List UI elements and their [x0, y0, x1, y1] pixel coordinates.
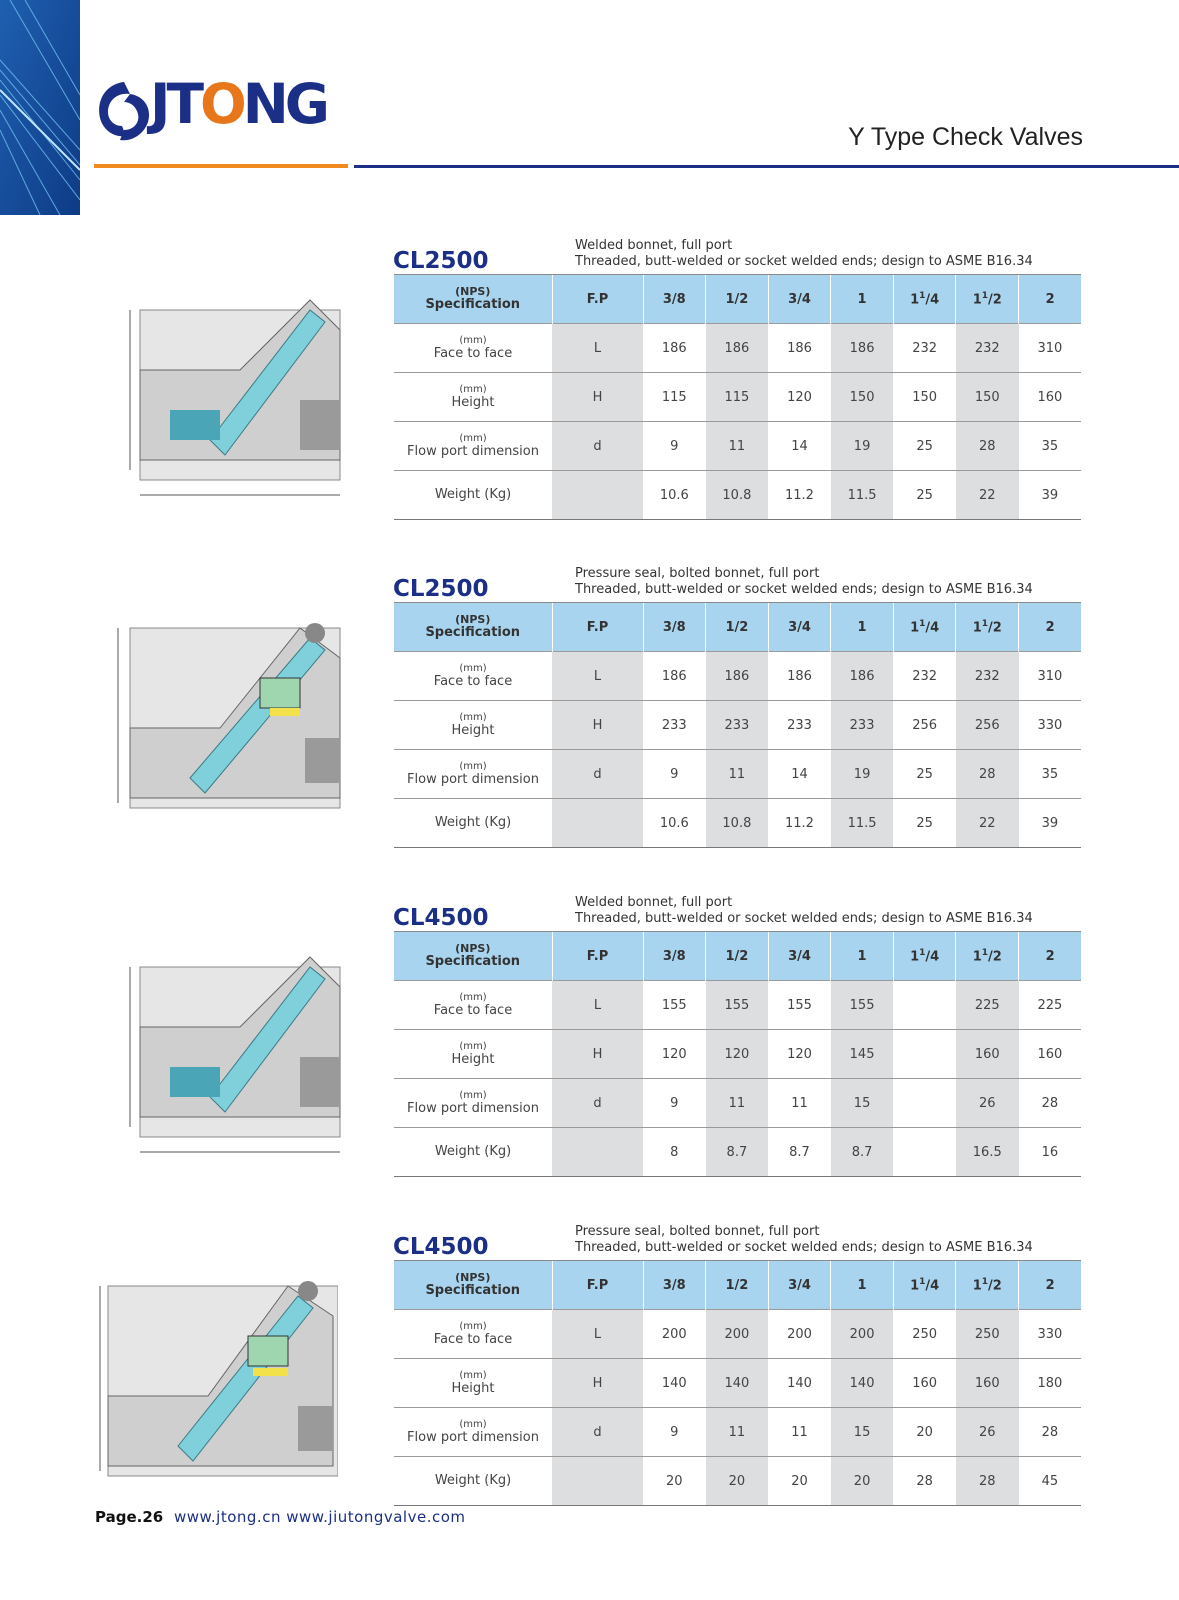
table-cell: 155 — [706, 981, 769, 1030]
table-row — [394, 1030, 1081, 1079]
class-title: CL4500 — [393, 1234, 489, 1260]
table-cell: 3/4 — [768, 1261, 831, 1310]
table-cell — [394, 750, 552, 799]
text-line: Flow port dimension — [407, 771, 539, 787]
table-cell: H — [552, 373, 643, 422]
table-cell: 186 — [831, 324, 894, 373]
table-cell — [552, 1128, 643, 1177]
header-rule — [354, 165, 1179, 168]
table-cell: 25 — [893, 750, 956, 799]
table-cell: d — [552, 750, 643, 799]
table-cell: 9 — [643, 1079, 706, 1128]
table-cell: 9 — [643, 422, 706, 471]
table-cell: 186 — [643, 324, 706, 373]
text-line: (mm) — [459, 711, 487, 723]
table-cell: 2 — [1019, 932, 1082, 981]
table-cell: $1^1/4$ — [893, 932, 956, 981]
table-cell — [893, 1030, 956, 1079]
text-line: Flow port dimension — [407, 1429, 539, 1445]
text-line: Threaded, butt-welded or socket welded ends; design to ASME B16.34 — [575, 254, 1033, 269]
table-cell — [394, 1030, 552, 1079]
table-cell — [394, 981, 552, 1030]
valve-drawing — [110, 917, 350, 1157]
class-title: CL2500 — [393, 248, 489, 274]
text-line: Face to face — [433, 1331, 513, 1347]
section-description — [575, 1224, 1033, 1256]
text-line: Weight (Kg) — [434, 487, 512, 502]
table-cell — [893, 1079, 956, 1128]
table-cell: 20 — [893, 1408, 956, 1457]
table-cell: 233 — [831, 701, 894, 750]
table-cell: 155 — [831, 981, 894, 1030]
table-cell: 256 — [956, 701, 1019, 750]
table-cell — [394, 652, 552, 701]
text-line: (mm) — [459, 383, 487, 395]
table-cell: d — [552, 1079, 643, 1128]
text-line: Height — [451, 1380, 495, 1396]
table-cell: L — [552, 1310, 643, 1359]
table-cell: 11 — [706, 1079, 769, 1128]
brand-name: JTONG — [150, 72, 326, 136]
text-line: (NPS) — [455, 942, 491, 955]
table-cell: $1^1/2$ — [956, 275, 1019, 324]
table-row — [394, 652, 1081, 701]
text-line: (NPS) — [455, 613, 491, 626]
table-cell: 19 — [831, 422, 894, 471]
table-cell: L — [552, 324, 643, 373]
table-cell: 35 — [1019, 750, 1082, 799]
table-cell — [394, 1261, 552, 1310]
table-cell: 35 — [1019, 422, 1082, 471]
text-line: Threaded, butt-welded or socket welded ends; design to ASME B16.34 — [575, 911, 1033, 926]
table-cell: 186 — [831, 652, 894, 701]
table-header-row — [394, 1261, 1081, 1310]
table-cell: 1 — [831, 275, 894, 324]
table-cell: F.P — [552, 603, 643, 652]
table-cell: 28 — [956, 1457, 1019, 1506]
text-line: Pressure seal, bolted bonnet, full port — [575, 1224, 820, 1239]
table-row — [394, 373, 1081, 422]
table-cell: 233 — [706, 701, 769, 750]
table-cell: 3/4 — [768, 603, 831, 652]
table-cell: 200 — [643, 1310, 706, 1359]
text-line: Threaded, butt-welded or socket welded ends; design to ASME B16.34 — [575, 1240, 1033, 1255]
table-cell: 25 — [893, 799, 956, 848]
table-cell: 20 — [706, 1457, 769, 1506]
table-cell: $1^1/2$ — [956, 932, 1019, 981]
table-cell: F.P — [552, 275, 643, 324]
table-cell — [394, 324, 552, 373]
table-cell — [394, 603, 552, 652]
table-cell: 9 — [643, 750, 706, 799]
table-cell: 8.7 — [831, 1128, 894, 1177]
table-cell — [394, 1359, 552, 1408]
table-cell: 232 — [893, 324, 956, 373]
text-line: Specification — [425, 954, 521, 969]
table-cell: 140 — [643, 1359, 706, 1408]
table-row — [394, 1408, 1081, 1457]
table-cell: 11.2 — [768, 799, 831, 848]
table-cell: 140 — [706, 1359, 769, 1408]
section-description — [575, 238, 1033, 270]
table-cell: $1^1/4$ — [893, 1261, 956, 1310]
section-cl4500-welded — [0, 887, 1179, 1177]
spec-table — [394, 1260, 1081, 1506]
table-cell: 310 — [1019, 324, 1082, 373]
table-cell: L — [552, 652, 643, 701]
text-line: (mm) — [459, 1418, 487, 1430]
text-line: Specification — [425, 1283, 521, 1298]
table-cell: 3/8 — [643, 603, 706, 652]
text-line: Specification — [425, 625, 521, 640]
table-cell: 2 — [1019, 603, 1082, 652]
table-cell: 39 — [1019, 471, 1082, 520]
table-cell: 8 — [643, 1128, 706, 1177]
table-cell: 9 — [643, 1408, 706, 1457]
table-cell — [394, 1128, 552, 1177]
text-line: Height — [451, 394, 495, 410]
table-cell: 180 — [1019, 1359, 1082, 1408]
table-cell: 330 — [1019, 1310, 1082, 1359]
table-row — [394, 750, 1081, 799]
text-line: Face to face — [433, 673, 513, 689]
table-cell: d — [552, 422, 643, 471]
table-cell: 115 — [643, 373, 706, 422]
table-cell — [394, 1457, 552, 1506]
table-cell: 11.2 — [768, 471, 831, 520]
table-cell: 2 — [1019, 1261, 1082, 1310]
table-row — [394, 1310, 1081, 1359]
text-line: Flow port dimension — [407, 1100, 539, 1116]
spec-table — [394, 274, 1081, 520]
table-cell: 330 — [1019, 701, 1082, 750]
table-cell: 160 — [956, 1030, 1019, 1079]
table-cell: 120 — [706, 1030, 769, 1079]
table-cell — [394, 373, 552, 422]
table-cell: 16.5 — [956, 1128, 1019, 1177]
table-cell: 26 — [956, 1079, 1019, 1128]
table-cell: 256 — [893, 701, 956, 750]
table-cell: 232 — [956, 652, 1019, 701]
table-cell — [394, 1408, 552, 1457]
page-title: Y Type Check Valves — [848, 123, 1083, 151]
table-row — [394, 1079, 1081, 1128]
valve-drawing — [110, 260, 350, 500]
section-cl2500-welded — [0, 230, 1179, 520]
table-header-row — [394, 603, 1081, 652]
table-header-row — [394, 932, 1081, 981]
table-cell: H — [552, 701, 643, 750]
table-cell — [893, 1128, 956, 1177]
table-cell: H — [552, 1030, 643, 1079]
text-line: Face to face — [433, 1002, 513, 1018]
text-line: (mm) — [459, 334, 487, 346]
table-cell: 11.5 — [831, 471, 894, 520]
table-cell: 160 — [893, 1359, 956, 1408]
class-title: CL4500 — [393, 905, 489, 931]
table-cell — [394, 422, 552, 471]
table-cell: 22 — [956, 799, 1019, 848]
text-line: Welded bonnet, full port — [575, 238, 733, 253]
table-cell: 16 — [1019, 1128, 1082, 1177]
text-line: (mm) — [459, 1089, 487, 1101]
table-cell: 3/4 — [768, 932, 831, 981]
table-cell: 120 — [768, 1030, 831, 1079]
table-cell: 11 — [706, 422, 769, 471]
table-cell: 3/8 — [643, 1261, 706, 1310]
text-line: Pressure seal, bolted bonnet, full port — [575, 566, 820, 581]
table-cell — [552, 1457, 643, 1506]
table-cell: 120 — [768, 373, 831, 422]
spec-table — [394, 602, 1081, 848]
table-cell: 186 — [768, 324, 831, 373]
brand-logo — [94, 72, 354, 178]
class-title: CL2500 — [393, 576, 489, 602]
table-cell: 250 — [893, 1310, 956, 1359]
table-cell: F.P — [552, 932, 643, 981]
table-row — [394, 981, 1081, 1030]
table-cell: 160 — [956, 1359, 1019, 1408]
table-cell: F.P — [552, 1261, 643, 1310]
table-cell — [394, 275, 552, 324]
table-cell: $1^1/4$ — [893, 275, 956, 324]
table-cell: 28 — [956, 422, 1019, 471]
section-description — [575, 895, 1033, 927]
table-cell: 15 — [831, 1408, 894, 1457]
table-row — [394, 799, 1081, 848]
text-line: (NPS) — [455, 1271, 491, 1284]
table-cell: 20 — [831, 1457, 894, 1506]
table-cell: 140 — [831, 1359, 894, 1408]
table-cell: 186 — [706, 652, 769, 701]
table-cell: $1^1/4$ — [893, 603, 956, 652]
table-cell: 15 — [831, 1079, 894, 1128]
valve-drawing — [110, 588, 350, 828]
table-cell: 1/2 — [706, 1261, 769, 1310]
text-line: (mm) — [459, 760, 487, 772]
table-cell: 20 — [768, 1457, 831, 1506]
logo-underline — [94, 164, 348, 168]
text-line: (NPS) — [455, 285, 491, 298]
logo-mark — [94, 74, 158, 154]
table-cell: 1/2 — [706, 932, 769, 981]
table-cell: 225 — [956, 981, 1019, 1030]
table-cell: 232 — [893, 652, 956, 701]
table-cell: 10.8 — [706, 799, 769, 848]
table-header-row — [394, 275, 1081, 324]
table-cell: 28 — [956, 750, 1019, 799]
table-cell: 120 — [643, 1030, 706, 1079]
table-cell: 28 — [1019, 1079, 1082, 1128]
table-cell — [394, 1079, 552, 1128]
text-line: Welded bonnet, full port — [575, 895, 733, 910]
table-cell: 11.5 — [831, 799, 894, 848]
table-cell: 1 — [831, 603, 894, 652]
table-cell: 11 — [768, 1408, 831, 1457]
table-row — [394, 1457, 1081, 1506]
table-cell: 25 — [893, 422, 956, 471]
table-cell: 186 — [643, 652, 706, 701]
table-cell: 8.7 — [706, 1128, 769, 1177]
table-cell: 186 — [768, 652, 831, 701]
table-row — [394, 422, 1081, 471]
table-cell — [394, 799, 552, 848]
table-cell: 3/4 — [768, 275, 831, 324]
text-line: Height — [451, 1051, 495, 1067]
section-cl2500-pressure-seal — [0, 558, 1179, 848]
table-cell: 14 — [768, 750, 831, 799]
table-cell: 8.7 — [768, 1128, 831, 1177]
table-cell: 155 — [768, 981, 831, 1030]
spec-table — [394, 931, 1081, 1177]
table-cell: $1^1/2$ — [956, 603, 1019, 652]
table-cell: 28 — [893, 1457, 956, 1506]
text-line: (mm) — [459, 662, 487, 674]
text-line: (mm) — [459, 1040, 487, 1052]
table-cell: 1/2 — [706, 275, 769, 324]
table-cell: 160 — [1019, 1030, 1082, 1079]
table-cell: 1 — [831, 932, 894, 981]
table-cell: 1/2 — [706, 603, 769, 652]
table-cell: 150 — [893, 373, 956, 422]
table-cell: 45 — [1019, 1457, 1082, 1506]
table-cell: 150 — [956, 373, 1019, 422]
table-row — [394, 324, 1081, 373]
table-cell: 28 — [1019, 1408, 1082, 1457]
table-cell: 19 — [831, 750, 894, 799]
table-cell: 155 — [643, 981, 706, 1030]
table-cell: d — [552, 1408, 643, 1457]
table-cell: 232 — [956, 324, 1019, 373]
table-cell — [394, 1310, 552, 1359]
table-row — [394, 471, 1081, 520]
text-line: Threaded, butt-welded or socket welded ends; design to ASME B16.34 — [575, 582, 1033, 597]
table-cell: 160 — [1019, 373, 1082, 422]
table-cell: 1 — [831, 1261, 894, 1310]
table-cell: 3/8 — [643, 275, 706, 324]
table-cell: 233 — [643, 701, 706, 750]
table-cell: 250 — [956, 1310, 1019, 1359]
table-cell: L — [552, 981, 643, 1030]
table-cell: 25 — [893, 471, 956, 520]
corner-graphic — [0, 0, 80, 215]
text-line: Height — [451, 722, 495, 738]
table-cell — [893, 981, 956, 1030]
table-cell: 11 — [768, 1079, 831, 1128]
page-footer — [95, 1508, 466, 1526]
table-cell: 225 — [1019, 981, 1082, 1030]
text-line: Specification — [425, 297, 521, 312]
table-row — [394, 1359, 1081, 1408]
table-cell — [552, 471, 643, 520]
table-row — [394, 701, 1081, 750]
table-cell: 2 — [1019, 275, 1082, 324]
footer-links[interactable]: www.jtong.cn www.jiutongvalve.com — [173, 1508, 466, 1526]
table-cell — [394, 932, 552, 981]
table-cell: 200 — [831, 1310, 894, 1359]
table-cell: 10.6 — [643, 471, 706, 520]
table-cell: $1^1/2$ — [956, 1261, 1019, 1310]
table-cell: 39 — [1019, 799, 1082, 848]
valve-drawing — [98, 1246, 338, 1486]
text-line: Weight (Kg) — [434, 815, 512, 830]
table-cell: 11 — [706, 750, 769, 799]
text-line: Face to face — [433, 345, 513, 361]
text-line: (mm) — [459, 1369, 487, 1381]
text-line: Weight (Kg) — [434, 1473, 512, 1488]
table-cell: 200 — [706, 1310, 769, 1359]
table-cell: 233 — [768, 701, 831, 750]
text-line: (mm) — [459, 991, 487, 1003]
table-cell: 186 — [706, 324, 769, 373]
table-cell: 11 — [706, 1408, 769, 1457]
table-cell: 14 — [768, 422, 831, 471]
table-cell: 145 — [831, 1030, 894, 1079]
page-number: Page.26 — [95, 1508, 164, 1526]
table-row — [394, 1128, 1081, 1177]
table-cell: 115 — [706, 373, 769, 422]
table-cell: H — [552, 1359, 643, 1408]
table-cell: 10.6 — [643, 799, 706, 848]
table-cell: 310 — [1019, 652, 1082, 701]
table-cell: 150 — [831, 373, 894, 422]
table-cell: 200 — [768, 1310, 831, 1359]
table-cell — [552, 799, 643, 848]
table-cell: 140 — [768, 1359, 831, 1408]
section-description — [575, 566, 1033, 598]
text-line: Weight (Kg) — [434, 1144, 512, 1159]
table-cell — [394, 701, 552, 750]
text-line: Flow port dimension — [407, 443, 539, 459]
text-line: (mm) — [459, 432, 487, 444]
table-cell: 22 — [956, 471, 1019, 520]
table-cell: 10.8 — [706, 471, 769, 520]
section-cl4500-pressure-seal — [0, 1216, 1179, 1506]
table-cell: 3/8 — [643, 932, 706, 981]
table-cell: 20 — [643, 1457, 706, 1506]
table-cell — [394, 471, 552, 520]
table-cell: 26 — [956, 1408, 1019, 1457]
text-line: (mm) — [459, 1320, 487, 1332]
